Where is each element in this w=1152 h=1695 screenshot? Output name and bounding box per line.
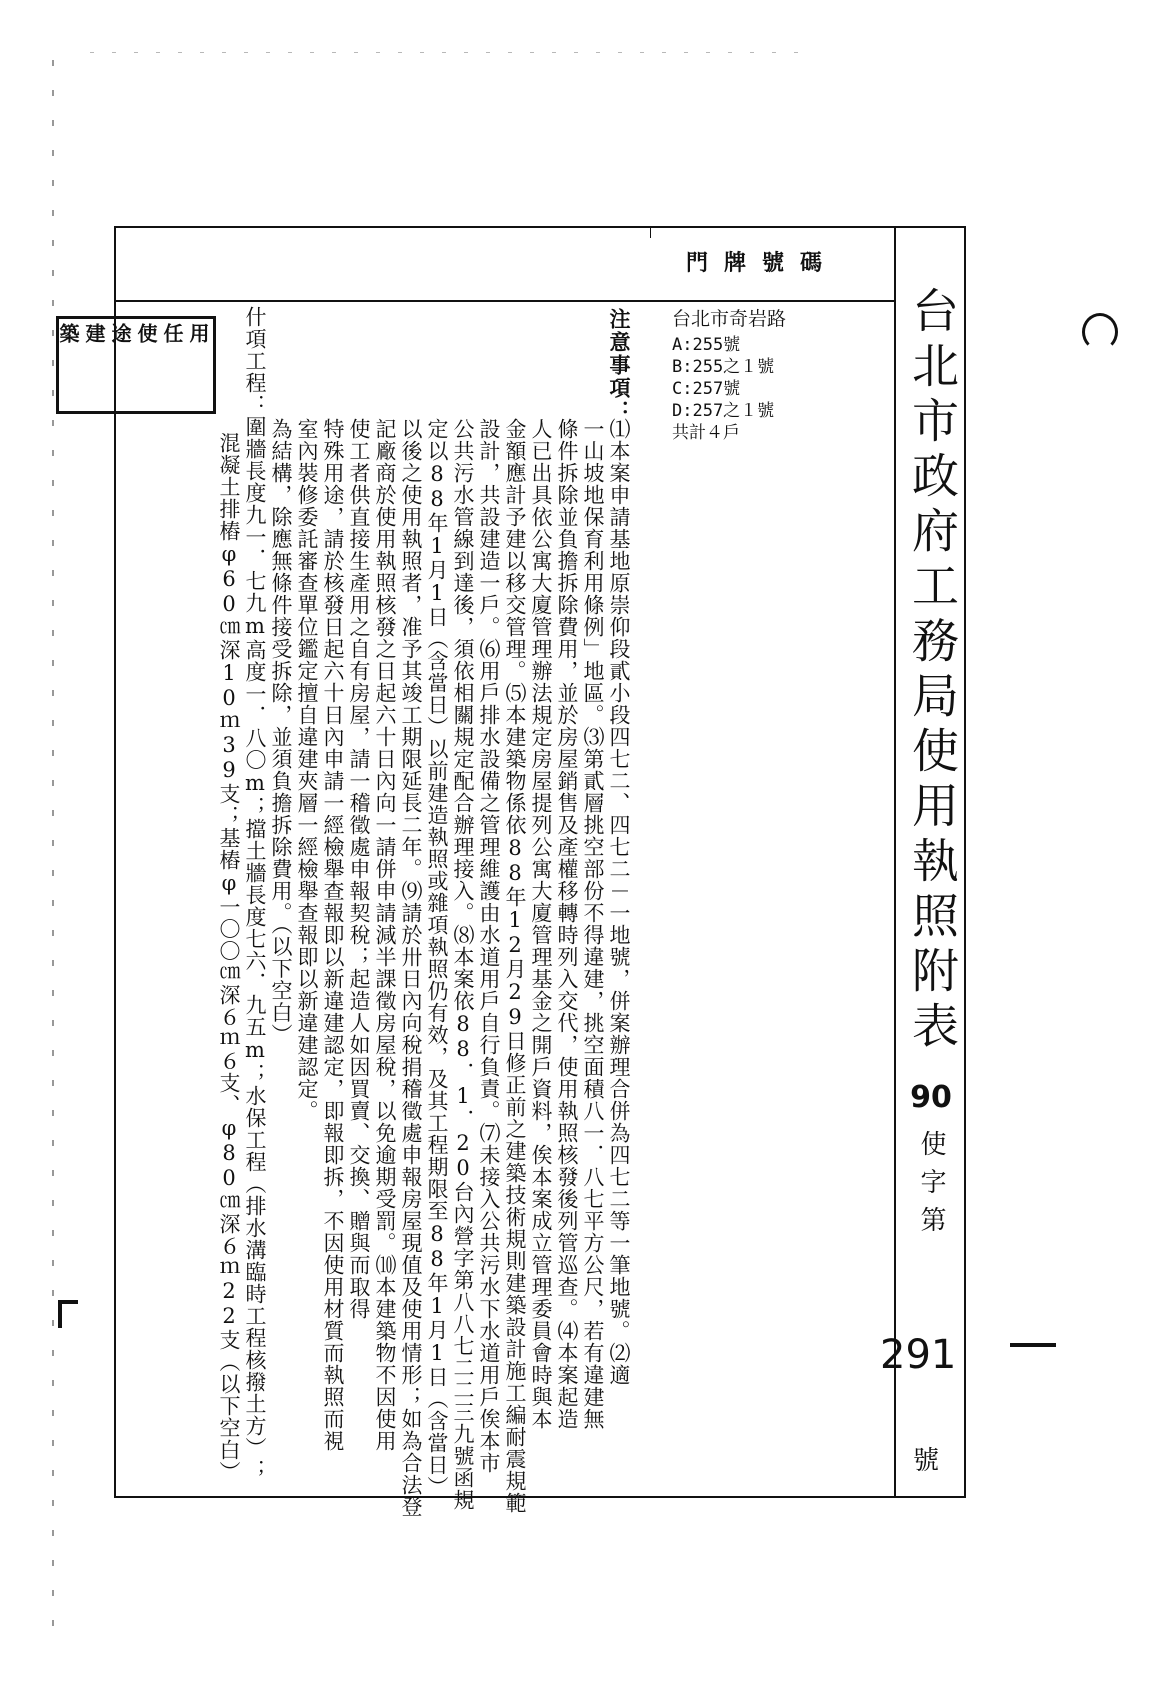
- margin-dash-mark: [1010, 1343, 1056, 1347]
- address-street: 台北市奇岩路: [672, 308, 787, 330]
- seal-char: 任: [160, 323, 184, 343]
- misc-works-column: 什項工程：圍牆長度九一．七九m高度一．八〇m；擋土牆長度七六．九五m；水保工程（排水溝臨時工程核撥土方）；: [243, 306, 267, 1481]
- address-unit: A:255號: [672, 335, 741, 355]
- header-divider: [114, 300, 894, 302]
- official-seal: [56, 316, 216, 414]
- note-column: 使工者供直接生產用之自有房屋，請一稽徵處申報契稅；起造人如因買賣、交換、贈與而取得: [347, 418, 371, 1320]
- margin-bracket-mark: [58, 1300, 78, 1328]
- seal-char: 築: [56, 323, 80, 343]
- note-column: 定以88年1月1日（含當日）以前建造執照或雜項執照仍有效，及其工程期限至88年1月1日（含當日）: [425, 418, 449, 1498]
- misc-works-column: 混凝土排樁φ60㎝深10ｍ39支；基樁φ一〇〇㎝深６ｍ６支、φ80㎝深６ｍ22支（以下空白）: [217, 432, 241, 1483]
- document-title: 台北市政府工務局使用執照附表: [904, 286, 959, 1056]
- margin-arc-mark: [1082, 313, 1118, 351]
- note-column: 一山坡地保育利用條例」地區。⑶第貳層挑空部份不得違建，挑空面積八一．八七平方公尺，若有違建無: [581, 418, 605, 1430]
- door-number-label: 門牌號碼: [686, 250, 839, 276]
- address-unit: D:257之１號: [672, 401, 775, 421]
- permit-year: 90: [910, 1080, 952, 1115]
- permit-type-chars: 使字第: [916, 1130, 946, 1244]
- permit-serial: 291: [880, 1332, 957, 1378]
- permit-suffix: 號: [913, 1446, 940, 1476]
- note-column: 條件拆除並負擔拆除費用，並於房屋銷售及產權移轉時列入交代，使用執照核發後列管巡查。⑷本案起造: [555, 418, 579, 1430]
- scan-edge-noise: [52, 60, 54, 1640]
- note-column: 特殊用途，請於核發日起六十日內申請一經檢舉查報即以新違建認定，即報即拆，不因使用材質而執照而視: [321, 418, 345, 1452]
- note-column: 為結構，除應無條件接受拆除，並須負擔拆除費用。（以下空白）: [269, 418, 293, 1046]
- note-column: 以後之使用執照者，准予其竣工期限延長二年。⑼請於卅日內向稅捐稽徵處申報房屋現值及使用情形；如為合法登: [399, 418, 423, 1518]
- note-column: 室內裝修委託審查單位鑑定擅自違建夾層一經檢舉查報即以新違建認定。: [295, 418, 319, 1122]
- scan-top-noise: [90, 52, 810, 53]
- seal-char: 用: [186, 323, 210, 343]
- note-column: ⑴本案申請基地原崇仰段貳小段四七二、四七二－一地號，併案辦理合併為四七二等一筆地號。⑵適: [607, 418, 631, 1386]
- note-column: 公共污水管線到達後，須依相關規定配合辦理接入。⑻本案依88．1．20台內營字第八八七二二三九號函規: [451, 418, 475, 1511]
- seal-char: 使: [134, 323, 158, 343]
- notes-heading: 注意事項：: [607, 308, 632, 423]
- note-column: 設計，共設建造一戶。⑹用戶排水設備之管理維護由水道用戶自行負責。⑺未接入公共污水下水道用戶俟本市: [477, 418, 501, 1474]
- note-column: 金額應計予建以移交管理。⑸本建築物係依88年12月29日修正前之建築技術規則建築設計施工編耐震規範: [503, 418, 527, 1514]
- address-unit: C:257號: [672, 379, 741, 399]
- seal-char: 途: [108, 323, 132, 343]
- note-column: 人已出具依公寓大廈管理辦法規定房屋提列公寓大廈管理基金之開戶資料，俟本案成立管理委員會時與本: [529, 418, 553, 1430]
- title-column-divider: [894, 226, 896, 1496]
- address-unit: B:255之１號: [672, 357, 775, 377]
- note-column: 記廠商於使用執照核發之日起六十日內向一請併申請減半課徵房屋稅，以免逾期受罰。⑽本建築物不因使用: [373, 418, 397, 1452]
- seal-char: 建: [82, 323, 106, 343]
- address-total: 共計４戶: [672, 423, 740, 443]
- header-tick: [650, 226, 651, 238]
